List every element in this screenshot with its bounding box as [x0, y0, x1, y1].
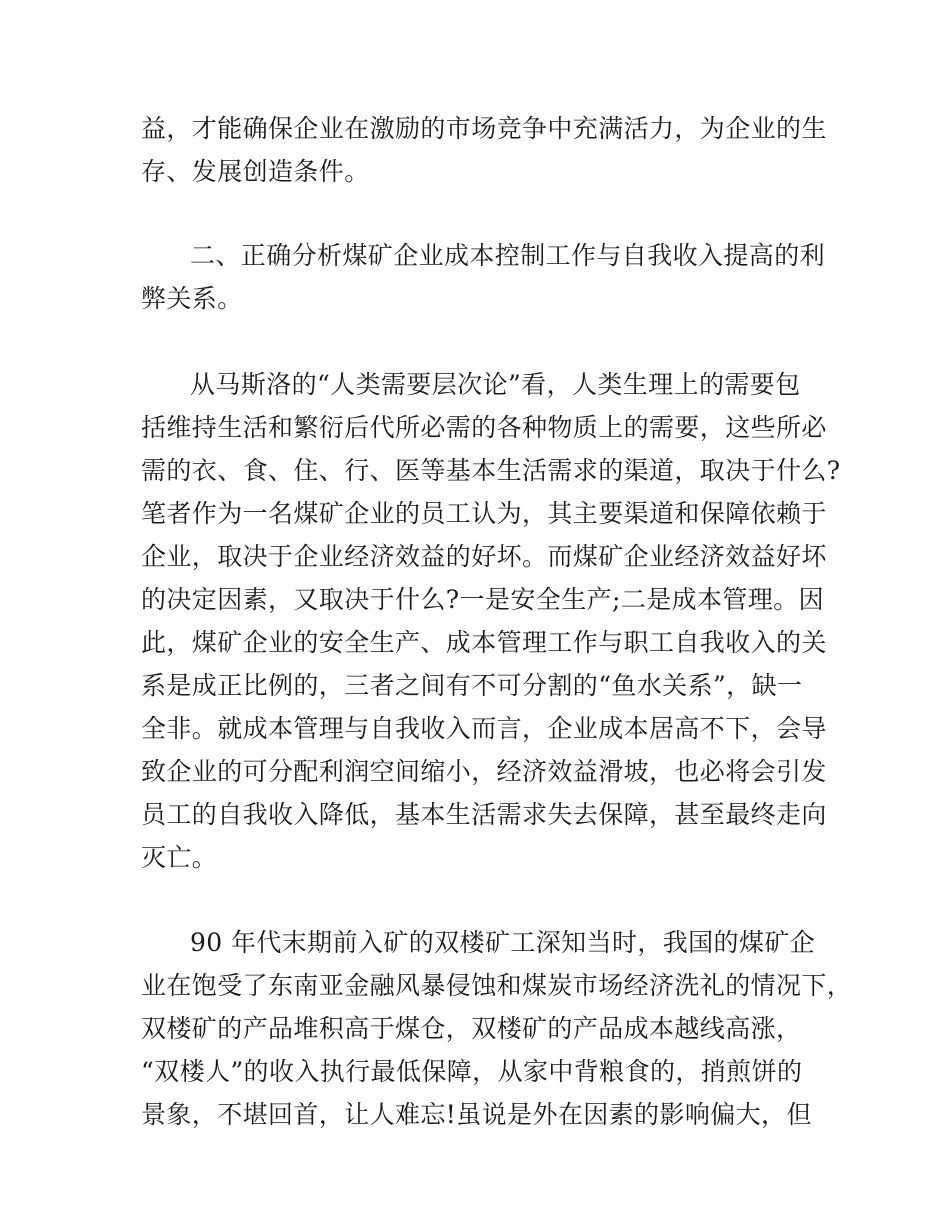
paragraph-4-line-4: “双楼人”的收入执行最低保障，从家中背粮食的，捎煎饼的 [141, 1057, 803, 1086]
paragraph-3-line-7: 此，煤矿企业的安全生产、成本管理工作与职工自我收入的关 [141, 628, 827, 657]
section-heading-line-1: 二、正确分析煤矿企业成本控制工作与自我收入提高的利 [190, 241, 826, 270]
paragraph-4-line-1: 90 年代末期前入矿的双楼矿工深知当时，我国的煤矿企 [190, 928, 816, 957]
paragraph-4-line-3: 双楼矿的产品堆积高于煤仓，双楼矿的产品成本越线高涨， [141, 1014, 802, 1043]
paragraph-3-line-8: 系是成正比例的，三者之间有不可分割的“鱼水关系”，缺一 [141, 671, 803, 700]
paragraph-3-line-5: 企业，取决于企业经济效益的好坏。而煤矿企业经济效益好坏 [141, 542, 827, 571]
paragraph-3-line-11: 员工的自我收入降低，基本生活需求失去保障，甚至最终走向 [141, 800, 827, 829]
paragraph-3-line-9: 全非。就成本管理与自我收入而言，企业成本居高不下，会导 [141, 714, 827, 743]
paragraph-3-line-12: 灭亡。 [141, 843, 218, 872]
paragraph-3-line-3: 需的衣、食、住、行、医等基本生活需求的渠道，取决于什么? [141, 456, 841, 485]
paragraph-3-line-6: 的决定因素，又取决于什么?一是安全生产;二是成本管理。因 [141, 585, 825, 614]
paragraph-1-line-1: 益，才能确保企业在激励的市场竞争中充满活力，为企业的生 [141, 114, 827, 143]
paragraph-3-line-4: 笔者作为一名煤矿企业的员工认为，其主要渠道和保障依赖于 [141, 499, 827, 528]
paragraph-1-line-2: 存、发展创造条件。 [141, 157, 370, 186]
paragraph-3-line-10: 致企业的可分配利润空间缩小，经济效益滑坡，也必将会引发 [141, 757, 827, 786]
section-heading-line-2: 弊关系。 [141, 284, 243, 313]
paragraph-4-line-5: 景象，不堪回首，让人难忘!虽说是外在因素的影响偏大，但 [141, 1100, 812, 1129]
paragraph-4-line-2: 业在饱受了东南亚金融风暴侵蚀和煤炭市场经济洗礼的情况下， [141, 971, 853, 1000]
paragraph-3-line-2: 括维持生活和繁衍后代所必需的各种物质上的需要，这些所必 [141, 413, 827, 442]
paragraph-3-line-1: 从马斯洛的“人类需要层次论”看，人类生理上的需要包 [190, 370, 801, 399]
